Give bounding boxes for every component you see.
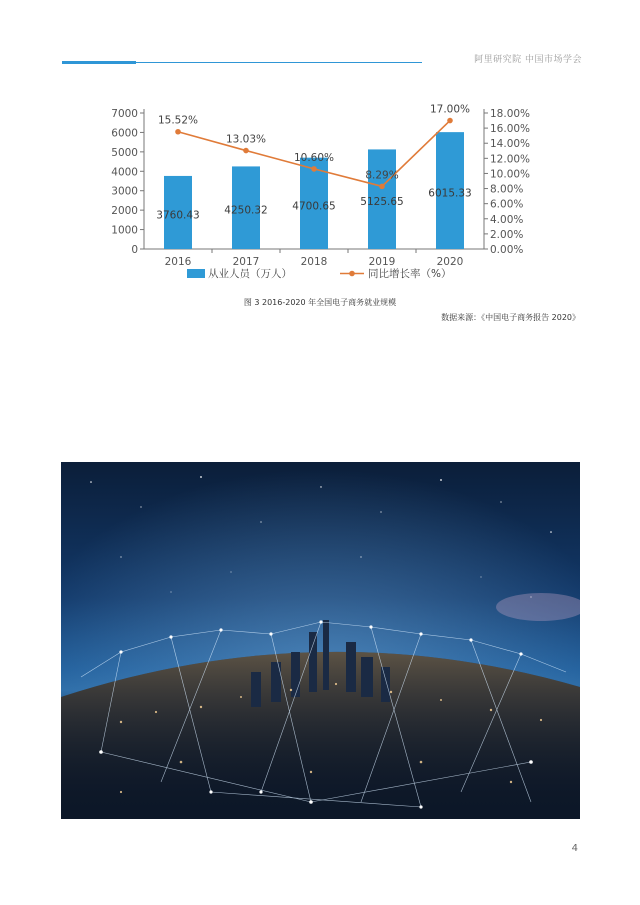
y-right-tick-label: 0.00% [490, 244, 524, 256]
x-tick-label: 2017 [232, 256, 260, 268]
employment-chart [100, 100, 540, 292]
figure-caption: 图 3 2016-2020 年全国电子商务就业规模 [243, 298, 397, 307]
x-tick-label: 2016 [164, 256, 192, 268]
header-accent-bar [62, 61, 136, 64]
y-right-tick-label: 16.00% [490, 123, 531, 136]
city-network-photo [61, 462, 580, 819]
figure-source: 数据来源：《中国电子商务报告 2020》 [441, 313, 580, 322]
growth-rate-label: 13.03% [225, 133, 267, 146]
x-tick-label: 2019 [368, 256, 396, 268]
bar-value-label: 5125.65 [360, 196, 404, 209]
header-rule [136, 62, 422, 63]
y-left-tick-label: 5000 [111, 146, 138, 159]
y-right-tick-label: 6.00% [490, 198, 524, 211]
y-left-tick-label: 0 [131, 244, 138, 256]
y-right-tick-label: 2.00% [490, 228, 524, 241]
header-organization: 阿里研究院 中国市场学会 [474, 55, 582, 65]
legend-line-label: 同比增长率（%） [368, 268, 452, 280]
y-left-tick-label: 7000 [111, 108, 138, 120]
y-right-tick-label: 18.00% [490, 108, 531, 120]
y-right-tick-label: 4.00% [490, 213, 524, 226]
city-skyline-illustration [61, 462, 580, 819]
bar-value-label: 4250.32 [224, 204, 268, 217]
growth-rate-point [379, 184, 385, 190]
growth-rate-label: 17.00% [429, 103, 471, 116]
y-left-tick-label: 1000 [111, 224, 138, 237]
growth-rate-label: 8.29% [365, 169, 399, 182]
x-tick-label: 2020 [436, 256, 464, 268]
growth-rate-point [175, 129, 181, 135]
y-left-tick-label: 2000 [111, 205, 138, 218]
growth-rate-point [243, 148, 249, 154]
legend-bar-swatch [187, 269, 205, 278]
bar-value-label: 6015.33 [428, 187, 472, 200]
legend-line-marker [349, 271, 355, 277]
bar-value-label: 3760.43 [156, 209, 200, 222]
y-left-tick-label: 3000 [111, 185, 138, 198]
growth-rate-point [447, 118, 453, 124]
bar-value-label: 4700.65 [292, 200, 336, 213]
y-left-tick-label: 4000 [111, 166, 138, 179]
x-tick-label: 2018 [300, 256, 328, 268]
page-number: 4 [571, 843, 578, 854]
y-right-tick-label: 10.00% [490, 168, 531, 181]
growth-rate-point [311, 166, 317, 172]
y-right-tick-label: 14.00% [490, 138, 531, 151]
legend-bar-label: 从业人员（万人） [208, 268, 292, 280]
y-right-tick-label: 8.00% [490, 183, 524, 196]
growth-rate-label: 15.52% [157, 114, 199, 127]
y-left-tick-label: 6000 [111, 127, 138, 140]
y-right-tick-label: 12.00% [490, 153, 531, 166]
growth-rate-label: 10.60% [293, 151, 335, 164]
